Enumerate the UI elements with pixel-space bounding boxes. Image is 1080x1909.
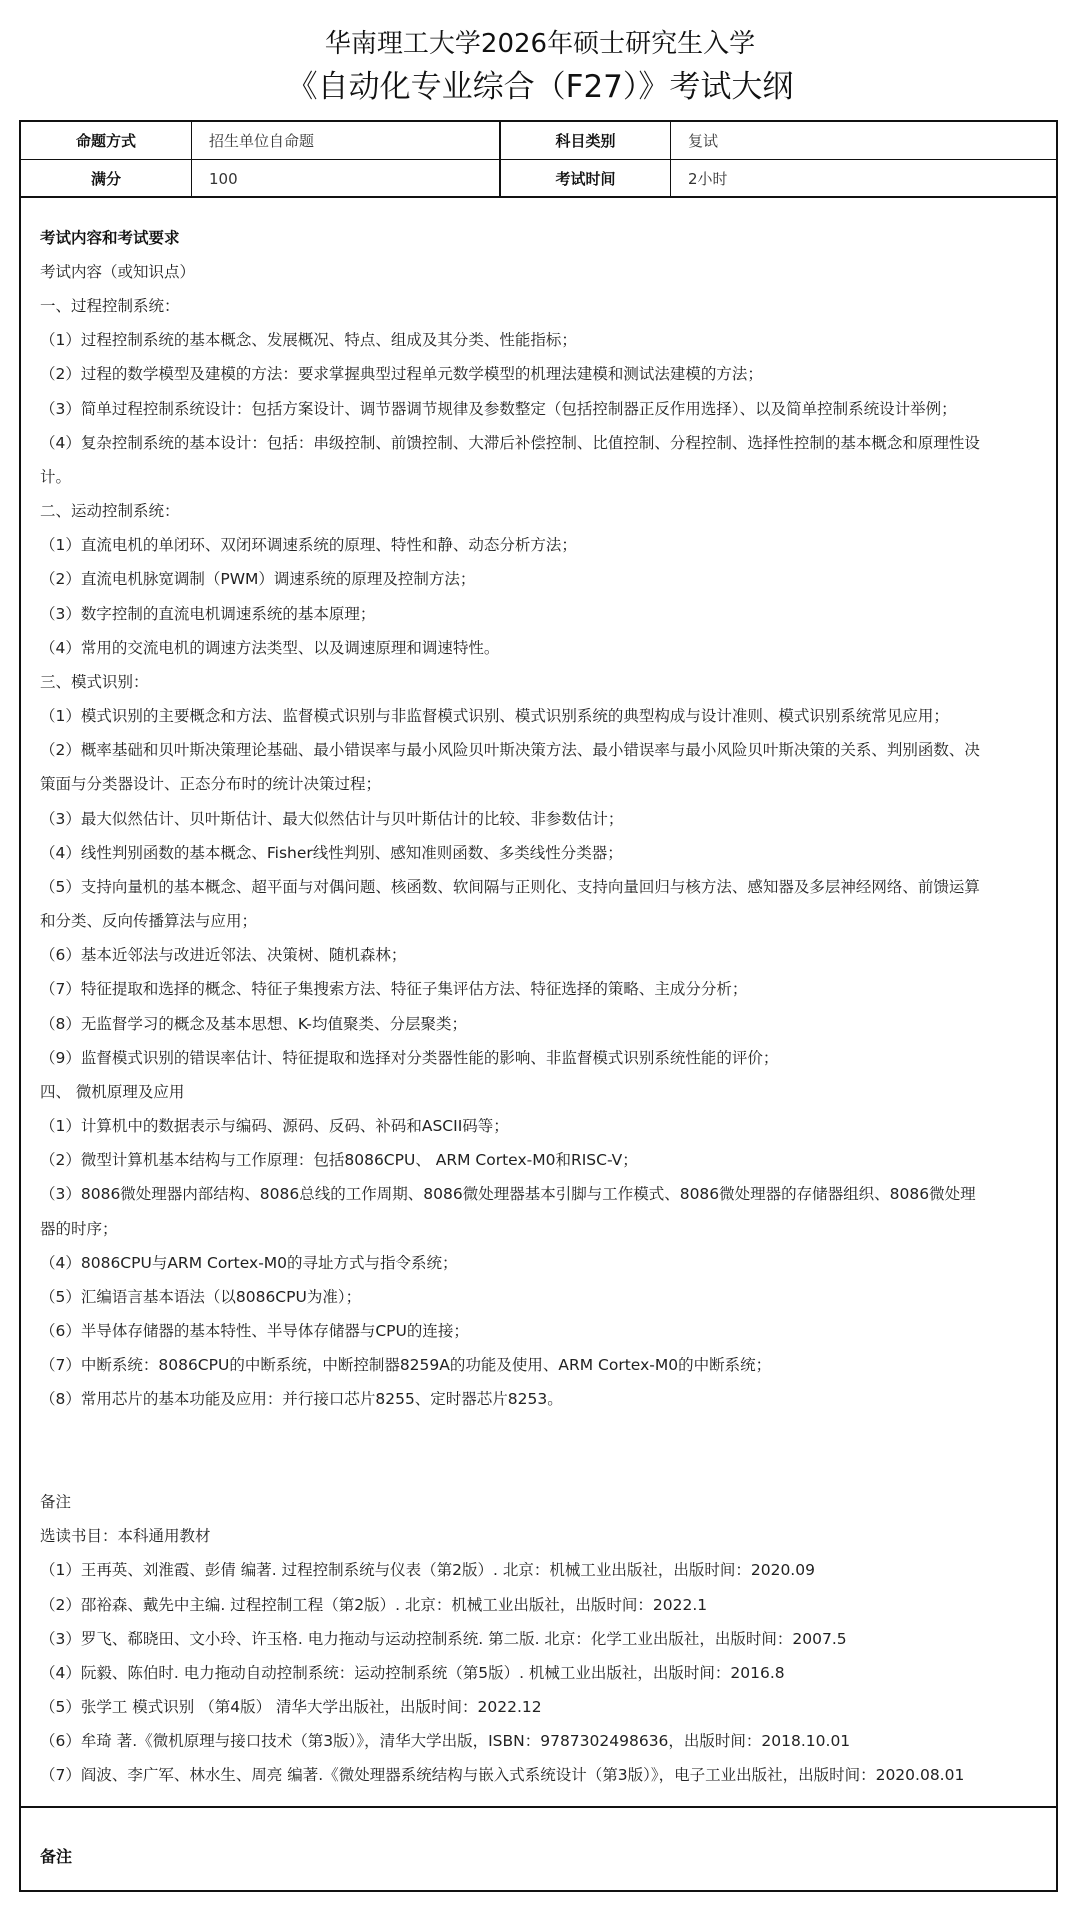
content-line: （2）过程的数学模型及建模的方法：要求掌握典型过程单元数学模型的机理法建模和测试法建模的方法； xyxy=(40,365,763,383)
content-line: （1）计算机中的数据表示与编码、源码、反码、补码和ASCII码等； xyxy=(40,1117,509,1135)
info-header xyxy=(21,122,1056,198)
book-item: （6）牟琦 著.《微机原理与接口技术（第3版）》，清华大学出版，ISBN：9787302498636，出版时间：2018.10.01 xyxy=(40,1732,851,1750)
syllabus-table xyxy=(19,120,1058,1892)
content-line: （3）8086微处理器内部结构、8086总线的工作周期、8086微处理器基本引脚与工作模式、8086微处理器的存储器组织、8086微处理 xyxy=(40,1185,976,1203)
book-item: （5）张学工 模式识别 （第4版） 清华大学出版社，出版时间：2022.12 xyxy=(40,1698,542,1716)
info-row-2 xyxy=(21,160,1056,197)
content-line: （4）常用的交流电机的调速方法类型、以及调速原理和调速特性。 xyxy=(40,639,500,657)
content-line: （5）汇编语言基本语法（以8086CPU为准）； xyxy=(40,1288,362,1306)
label-subject-category: 科目类别 xyxy=(501,122,671,159)
content-line: （6）基本近邻法与改进近邻法、决策树、随机森林； xyxy=(40,946,407,964)
content-line: 考试内容（或知识点） xyxy=(40,263,196,281)
content-line: （2）概率基础和贝叶斯决策理论基础、最小错误率与最小风险贝叶斯决策方法、最小错误率与最小风险贝叶斯决策的关系、判别函数、决 xyxy=(40,741,980,759)
content-line: （2）微型计算机基本结构与工作原理：包括8086CPU、 ARM Cortex-M0和RISC-V； xyxy=(40,1151,638,1169)
content-line: （4）线性判别函数的基本概念、Fisher线性判别、感知准则函数、多类线性分类器； xyxy=(40,844,623,862)
content-line: （3）简单过程控制系统设计：包括方案设计、调节器调节规律及参数整定（包括控制器正反作用选择）、以及简单控制系统设计举例； xyxy=(40,400,957,418)
value-subject-category: 复试 xyxy=(688,132,719,150)
content-line: 二、运动控制系统： xyxy=(40,502,180,520)
content-line: （7）中断系统：8086CPU的中断系统，中断控制器8259A的功能及使用、ARM Cortex-M0的中断系统； xyxy=(40,1356,772,1374)
content-line: 计。 xyxy=(40,468,72,486)
section-heading: 考试内容和考试要求 xyxy=(40,229,180,247)
content-line: （8）常用芯片的基本功能及应用：并行接口芯片8255、定时器芯片8253。 xyxy=(40,1390,563,1408)
content-line: （4）复杂控制系统的基本设计：包括：串级控制、前馈控制、大滞后补偿控制、比值控制、分程控制、选择性控制的基本概念和原理性设 xyxy=(40,434,980,452)
content-line: （2）直流电机脉宽调制（PWM）调速系统的原理及控制方法； xyxy=(40,570,476,588)
doc-title-line1: 华南理工大学2026年硕士研究生入学 xyxy=(324,29,756,59)
content-line: 和分类、反向传播算法与应用； xyxy=(40,912,258,930)
content-line: 器的时序； xyxy=(40,1220,118,1238)
value-question-type: 招生单位自命题 xyxy=(192,122,501,159)
content-line: 策面与分类器设计、正态分布时的统计决策过程； xyxy=(40,775,382,793)
content-line: （3）数字控制的直流电机调速系统的基本原理； xyxy=(40,605,376,623)
label-exam-time: 考试时间 xyxy=(501,160,671,197)
exam-content xyxy=(21,198,1056,1808)
content-line: 三、模式识别： xyxy=(40,673,149,691)
value-full-score: 100 xyxy=(192,160,501,197)
content-line: （1）直流电机的单闭环、双闭环调速系统的原理、特性和静、动态分析方法； xyxy=(40,536,577,554)
label-question-type: 命题方式 xyxy=(21,122,192,159)
content-line: （8）无监督学习的概念及基本思想、K-均值聚类、分层聚类； xyxy=(40,1015,467,1033)
book-item: （4）阮毅、陈伯时. 电力拖动自动控制系统：运动控制系统（第5版）. 机械工业出版社，出版时间：2016.8 xyxy=(40,1664,785,1682)
content-line: 四、 微机原理及应用 xyxy=(40,1083,185,1101)
content-line: （3）最大似然估计、贝叶斯估计、最大似然估计与贝叶斯估计的比较、非参数估计； xyxy=(40,810,624,828)
content-line: （1）过程控制系统的基本概念、发展概况、特点、组成及其分类、性能指标； xyxy=(40,331,577,349)
reading-list-title: 选读书目：本科通用教材 xyxy=(40,1527,211,1545)
book-item: （7）阎波、李广军、林水生、周亮 编著.《微处理器系统结构与嵌入式系统设计（第3版）》，电子工业出版社，出版时间：2020.08.01 xyxy=(40,1766,965,1784)
book-item: （3）罗飞、郗晓田、文小玲、许玉格. 电力拖动与运动控制系统. 第二版. 北京：化学工业出版社，出版时间：2007.5 xyxy=(40,1630,847,1648)
book-item: （2）邵裕森、戴先中主编. 过程控制工程（第2版）. 北京：机械工业出版社，出版时间：2022.1 xyxy=(40,1596,708,1614)
value-exam-time: 2小时 xyxy=(688,170,728,188)
footer-remarks-label: 备注 xyxy=(40,1847,73,1866)
content-line: （4）8086CPU与ARM Cortex-M0的寻址方式与指令系统； xyxy=(40,1254,458,1272)
content-line: （1）模式识别的主要概念和方法、监督模式识别与非监督模式识别、模式识别系统的典型构成与设计准则、模式识别系统常见应用； xyxy=(40,707,949,725)
content-line: （7）特征提取和选择的概念、特征子集搜索方法、特征子集评估方法、特征选择的策略、主成分分析； xyxy=(40,980,748,998)
doc-title-line2: 《自动化专业综合（F27）》考试大纲 xyxy=(286,69,794,105)
content-line: （9）监督模式识别的错误率估计、特征提取和选择对分类器性能的影响、非监督模式识别系统性能的评价； xyxy=(40,1049,779,1067)
content-line: （5）支持向量机的基本概念、超平面与对偶问题、核函数、软间隔与正则化、支持向量回归与核方法、感知器及多层神经网络、前馈运算 xyxy=(40,878,980,896)
remarks-heading: 备注 xyxy=(40,1493,72,1511)
label-full-score: 满分 xyxy=(21,160,192,197)
info-row-1 xyxy=(21,122,1056,160)
content-line: 一、过程控制系统： xyxy=(40,297,180,315)
book-item: （1）王再英、刘淮霞、彭倩 编著. 过程控制系统与仪表（第2版）. 北京：机械工业出版社，出版时间：2020.09 xyxy=(40,1561,815,1579)
content-line: （6）半导体存储器的基本特性、半导体存储器与CPU的连接； xyxy=(40,1322,469,1340)
